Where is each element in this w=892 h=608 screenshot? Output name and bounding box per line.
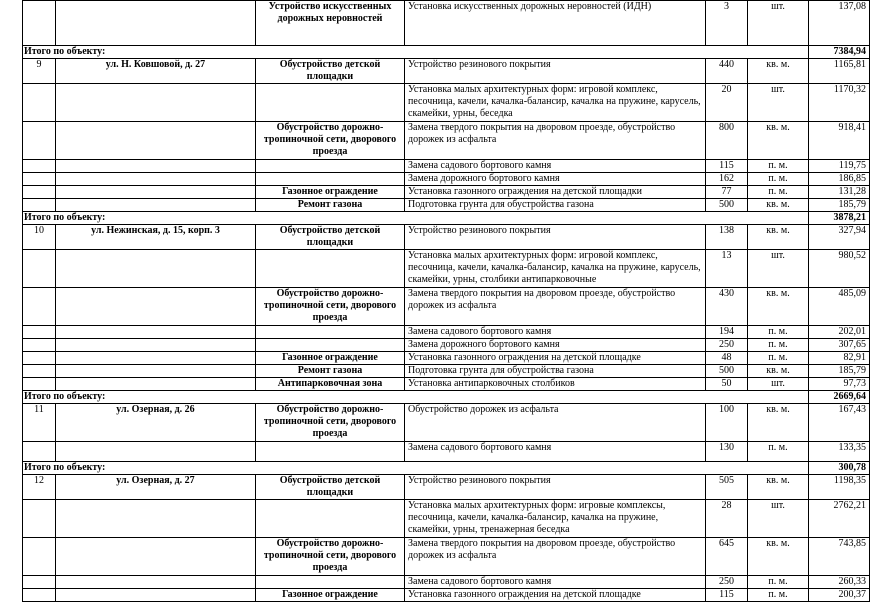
work-description-cell: Замена садового бортового камня	[405, 442, 706, 462]
address-cell	[56, 122, 256, 160]
work-category-cell	[256, 500, 405, 538]
quantity-cell: 48	[706, 352, 748, 365]
work-category-cell	[256, 339, 405, 352]
work-category-cell	[256, 250, 405, 288]
address-cell	[56, 1, 256, 46]
table-row	[23, 339, 870, 352]
object-number-cell	[23, 500, 56, 538]
work-description-cell: Подготовка грунта для обустройства газона	[405, 199, 706, 212]
table-row	[23, 59, 870, 84]
object-number-cell	[23, 186, 56, 199]
object-number-cell	[23, 1, 56, 46]
address-cell	[56, 160, 256, 173]
work-description-cell: Замена твердого покрытия на дворовом проезде, обустройство дорожек из асфальта	[405, 122, 706, 160]
work-description-cell: Устройство резинового покрытия	[405, 59, 706, 84]
object-total-row	[23, 212, 870, 225]
cost-cell: 137,08	[809, 1, 870, 46]
table-row	[23, 186, 870, 199]
object-total-label: Итого по объекту:	[23, 46, 809, 59]
object-number-cell: 12	[23, 475, 56, 500]
cost-cell: 1170,32	[809, 84, 870, 122]
table-row	[23, 576, 870, 589]
work-category-cell	[256, 84, 405, 122]
address-cell	[56, 352, 256, 365]
work-category-cell: Ремонт газона	[256, 365, 405, 378]
cost-cell: 918,41	[809, 122, 870, 160]
unit-cell: кв. м.	[748, 475, 809, 500]
work-category-cell: Газонное ограждение	[256, 186, 405, 199]
unit-cell: кв. м.	[748, 225, 809, 250]
work-description-cell: Замена садового бортового камня	[405, 576, 706, 589]
cost-cell: 2762,21	[809, 500, 870, 538]
table-row	[23, 225, 870, 250]
object-total-value: 7384,94	[809, 46, 870, 59]
work-category-cell: Обустройство дорожно-тропиночной сети, дворового проезда	[256, 288, 405, 326]
object-number-cell	[23, 84, 56, 122]
unit-cell: кв. м.	[748, 365, 809, 378]
quantity-cell: 505	[706, 475, 748, 500]
quantity-cell: 13	[706, 250, 748, 288]
unit-cell: п. м.	[748, 186, 809, 199]
object-number-cell	[23, 173, 56, 186]
table-row	[23, 365, 870, 378]
work-category-cell: Обустройство детской площадки	[256, 475, 405, 500]
cost-cell: 119,75	[809, 160, 870, 173]
quantity-cell: 115	[706, 589, 748, 602]
quantity-cell: 77	[706, 186, 748, 199]
unit-cell: шт.	[748, 378, 809, 391]
work-category-cell: Обустройство дорожно-тропиночной сети, дворового проезда	[256, 404, 405, 442]
work-category-cell: Обустройство детской площадки	[256, 59, 405, 84]
quantity-cell: 3	[706, 1, 748, 46]
work-description-cell: Замена дорожного бортового камня	[405, 173, 706, 186]
object-total-row	[23, 391, 870, 404]
work-category-cell	[256, 326, 405, 339]
object-number-cell	[23, 442, 56, 462]
object-number-cell	[23, 326, 56, 339]
quantity-cell: 645	[706, 538, 748, 576]
quantity-cell: 500	[706, 199, 748, 212]
object-total-row	[23, 462, 870, 475]
work-category-cell: Антипарковочная зона	[256, 378, 405, 391]
object-number-cell	[23, 378, 56, 391]
address-cell	[56, 199, 256, 212]
address-cell: ул. Озерная, д. 26	[56, 404, 256, 442]
address-cell	[56, 500, 256, 538]
quantity-cell: 115	[706, 160, 748, 173]
unit-cell: п. м.	[748, 442, 809, 462]
unit-cell: п. м.	[748, 160, 809, 173]
unit-cell: кв. м.	[748, 199, 809, 212]
address-cell	[56, 326, 256, 339]
object-number-cell	[23, 589, 56, 602]
address-cell	[56, 250, 256, 288]
object-number-cell	[23, 199, 56, 212]
cost-cell: 200,37	[809, 589, 870, 602]
cost-cell: 743,85	[809, 538, 870, 576]
unit-cell: кв. м.	[748, 122, 809, 160]
table-row	[23, 404, 870, 442]
work-category-cell	[256, 160, 405, 173]
work-description-cell: Установка искусственных дорожных неровностей (ИДН)	[405, 1, 706, 46]
work-description-cell: Установка газонного ограждения на детской площадки	[405, 186, 706, 199]
work-description-cell: Установка газонного ограждения на детской площадке	[405, 352, 706, 365]
cost-cell: 1165,81	[809, 59, 870, 84]
work-description-cell: Замена садового бортового камня	[405, 160, 706, 173]
table-row	[23, 589, 870, 602]
cost-cell: 202,01	[809, 326, 870, 339]
work-description-cell: Установка малых архитектурных форм: игровой комплекс, песочница, качели, качалка-балансир, качалка на пружине, карусель, скамейки, урны, столбики антипарковочные	[405, 250, 706, 288]
table-row	[23, 475, 870, 500]
unit-cell: кв. м.	[748, 59, 809, 84]
table-row	[23, 250, 870, 288]
quantity-cell: 130	[706, 442, 748, 462]
cost-cell: 185,79	[809, 365, 870, 378]
address-cell	[56, 173, 256, 186]
object-number-cell: 11	[23, 404, 56, 442]
cost-cell: 185,79	[809, 199, 870, 212]
object-number-cell	[23, 288, 56, 326]
object-number-cell	[23, 160, 56, 173]
object-number-cell	[23, 250, 56, 288]
table-row	[23, 352, 870, 365]
cost-cell: 260,33	[809, 576, 870, 589]
work-description-cell: Установка газонного ограждения на детской площадке	[405, 589, 706, 602]
quantity-cell: 430	[706, 288, 748, 326]
work-description-cell: Устройство резинового покрытия	[405, 225, 706, 250]
unit-cell: шт.	[748, 1, 809, 46]
quantity-cell: 100	[706, 404, 748, 442]
quantity-cell: 162	[706, 173, 748, 186]
work-category-cell: Газонное ограждение	[256, 589, 405, 602]
cost-cell: 485,09	[809, 288, 870, 326]
table-row	[23, 199, 870, 212]
unit-cell: п. м.	[748, 589, 809, 602]
address-cell	[56, 186, 256, 199]
address-cell	[56, 365, 256, 378]
unit-cell: кв. м.	[748, 288, 809, 326]
unit-cell: п. м.	[748, 352, 809, 365]
object-total-label: Итого по объекту:	[23, 462, 809, 475]
work-category-cell: Ремонт газона	[256, 199, 405, 212]
work-description-cell: Обустройство дорожек из асфальта	[405, 404, 706, 442]
object-number-cell: 9	[23, 59, 56, 84]
object-number-cell	[23, 352, 56, 365]
quantity-cell: 250	[706, 339, 748, 352]
work-description-cell: Устройство резинового покрытия	[405, 475, 706, 500]
address-cell	[56, 442, 256, 462]
work-category-cell	[256, 173, 405, 186]
quantity-cell: 800	[706, 122, 748, 160]
unit-cell: п. м.	[748, 576, 809, 589]
table-row	[23, 538, 870, 576]
work-description-cell: Замена дорожного бортового камня	[405, 339, 706, 352]
work-description-cell: Подготовка грунта для обустройства газона	[405, 365, 706, 378]
work-category-cell	[256, 442, 405, 462]
cost-cell: 327,94	[809, 225, 870, 250]
unit-cell: п. м.	[748, 173, 809, 186]
unit-cell: кв. м.	[748, 538, 809, 576]
work-description-cell: Установка антипарковочных столбиков	[405, 378, 706, 391]
quantity-cell: 50	[706, 378, 748, 391]
object-number-cell	[23, 122, 56, 160]
cost-cell: 307,65	[809, 339, 870, 352]
quantity-cell: 28	[706, 500, 748, 538]
object-total-value: 2669,64	[809, 391, 870, 404]
work-category-cell: Газонное ограждение	[256, 352, 405, 365]
work-category-cell: Обустройство детской площадки	[256, 225, 405, 250]
cost-cell: 167,43	[809, 404, 870, 442]
unit-cell: шт.	[748, 500, 809, 538]
work-description-cell: Установка малых архитектурных форм: игровой комплекс, песочница, качели, качалка-балансир, качалка на пружине, карусель, скамейки, урны, беседка	[405, 84, 706, 122]
works-table	[22, 0, 870, 602]
object-total-row	[23, 46, 870, 59]
unit-cell: п. м.	[748, 326, 809, 339]
work-description-cell: Замена твердого покрытия на дворовом проезде, обустройство дорожек из асфальта	[405, 288, 706, 326]
object-total-label: Итого по объекту:	[23, 212, 809, 225]
table-row	[23, 160, 870, 173]
work-category-cell: Обустройство дорожно-тропиночной сети, дворового проезда	[256, 538, 405, 576]
address-cell	[56, 576, 256, 589]
table-row	[23, 326, 870, 339]
address-cell	[56, 288, 256, 326]
object-total-value: 300,78	[809, 462, 870, 475]
address-cell	[56, 84, 256, 122]
work-description-cell: Замена садового бортового камня	[405, 326, 706, 339]
table-row	[23, 378, 870, 391]
object-number-cell	[23, 576, 56, 589]
object-number-cell	[23, 365, 56, 378]
object-number-cell	[23, 339, 56, 352]
work-category-cell: Обустройство дорожно-тропиночной сети, дворового проезда	[256, 122, 405, 160]
cost-cell: 980,52	[809, 250, 870, 288]
address-cell	[56, 538, 256, 576]
quantity-cell: 500	[706, 365, 748, 378]
address-cell: ул. Озерная, д. 27	[56, 475, 256, 500]
quantity-cell: 138	[706, 225, 748, 250]
object-number-cell: 10	[23, 225, 56, 250]
table-row	[23, 288, 870, 326]
cost-cell: 1198,35	[809, 475, 870, 500]
table-row	[23, 500, 870, 538]
work-description-cell: Замена твердого покрытия на дворовом проезде, обустройство дорожек из асфальта	[405, 538, 706, 576]
table-row	[23, 173, 870, 186]
cost-cell: 82,91	[809, 352, 870, 365]
table-row	[23, 442, 870, 462]
object-total-value: 3878,21	[809, 212, 870, 225]
address-cell: ул. Н. Ковшовой, д. 27	[56, 59, 256, 84]
quantity-cell: 20	[706, 84, 748, 122]
unit-cell: шт.	[748, 250, 809, 288]
cost-cell: 97,73	[809, 378, 870, 391]
object-number-cell	[23, 538, 56, 576]
cost-cell: 133,35	[809, 442, 870, 462]
address-cell: ул. Нежинская, д. 15, корп. 3	[56, 225, 256, 250]
cost-cell: 186,85	[809, 173, 870, 186]
unit-cell: п. м.	[748, 339, 809, 352]
table-row	[23, 84, 870, 122]
unit-cell: шт.	[748, 84, 809, 122]
quantity-cell: 440	[706, 59, 748, 84]
address-cell	[56, 589, 256, 602]
quantity-cell: 250	[706, 576, 748, 589]
address-cell	[56, 378, 256, 391]
work-category-cell: Устройство искусственных дорожных неровностей	[256, 1, 405, 46]
unit-cell: кв. м.	[748, 404, 809, 442]
address-cell	[56, 339, 256, 352]
work-description-cell: Установка малых архитектурных форм: игровые комплексы, песочница, качели, качалка-балансир, качалка на пружине, скамейки, урны, тренажерная беседка	[405, 500, 706, 538]
object-total-label: Итого по объекту:	[23, 391, 809, 404]
table-row	[23, 1, 870, 46]
table-row	[23, 122, 870, 160]
work-category-cell	[256, 576, 405, 589]
cost-cell: 131,28	[809, 186, 870, 199]
quantity-cell: 194	[706, 326, 748, 339]
